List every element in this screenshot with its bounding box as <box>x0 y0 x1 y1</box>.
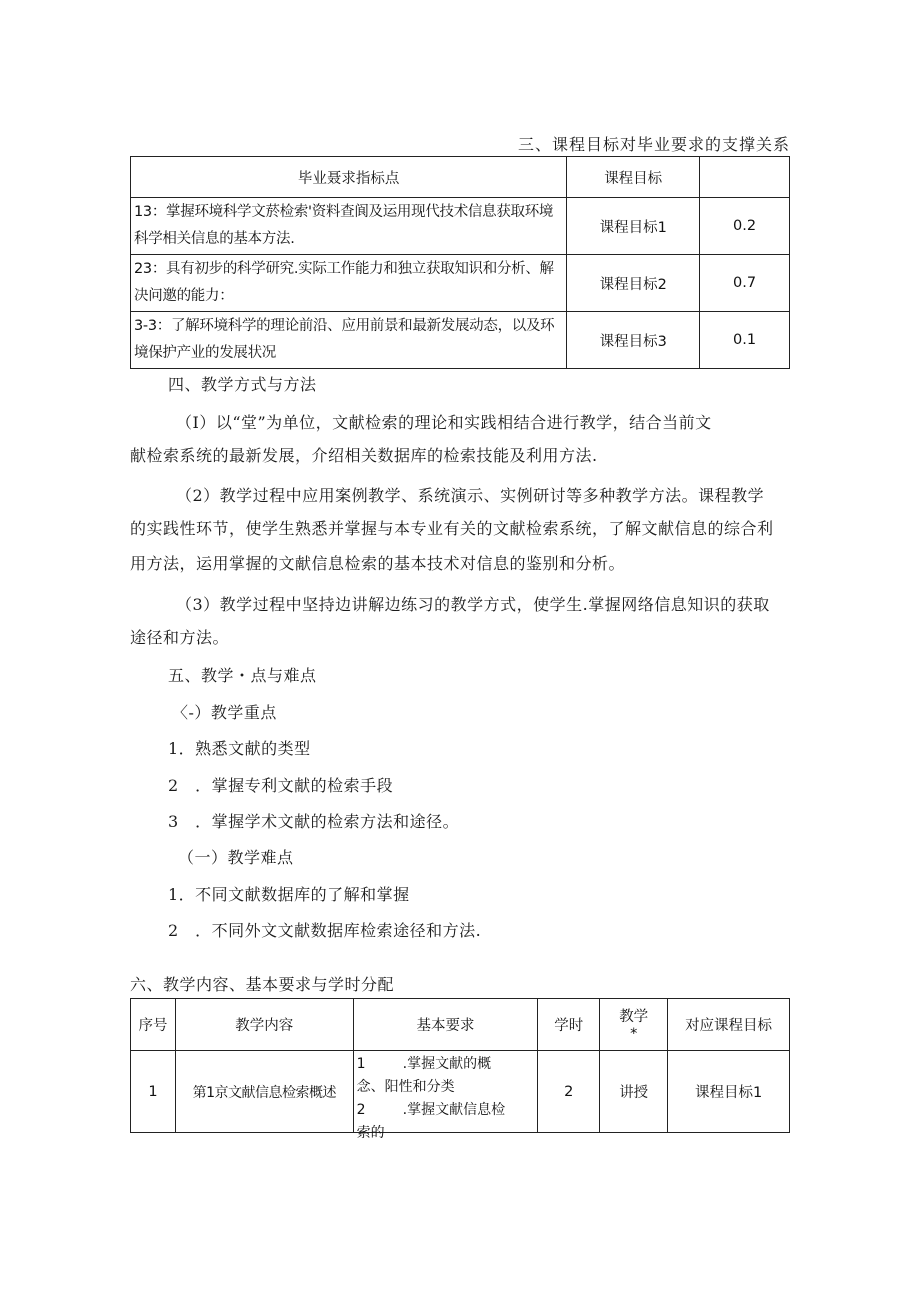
section4-title: 四、教学方式与方法 <box>168 375 317 394</box>
row-course-goal: 课程目标1 <box>668 1051 790 1133</box>
req1-number: 1 <box>356 1056 366 1072</box>
weight: 0.7 <box>700 255 790 312</box>
para1-line2: 献检索系统的最新发展，介绍相关数据库的检索技能及利用方法. <box>130 446 598 465</box>
para3-line1: （3）教学过程中坚持边讲解边练习的教学方式，使学生.掌握网络信息知识的获取 <box>176 595 770 614</box>
table-row <box>131 198 790 255</box>
para2-line3: 用方法，运用掌握的文献信息检索的基本技术对信息的鉴别和分析。 <box>130 554 626 573</box>
difficult-point-2: 2 ．不同外文文献数据库检索途径和方法. <box>168 921 482 940</box>
support-relation-table <box>130 156 790 369</box>
header-method <box>600 999 668 1051</box>
course-goal: 课程目标1 <box>567 198 700 255</box>
header-hours: 学时 <box>538 999 600 1051</box>
course-goal: 课程目标3 <box>567 312 700 369</box>
para1-line1: （I）以“堂”为单位，文献检索的理论和实践相结合进行教学，结合当前文 <box>176 413 712 432</box>
table-header-row <box>131 157 790 198</box>
key-point-3: 3 ．掌握学术文献的检索方法和途径。 <box>168 812 460 831</box>
content-hours-table <box>130 998 790 1141</box>
key-points-heading: 〈-）教学重点 <box>172 703 277 722</box>
req2-continuation: 索的 <box>356 1125 385 1141</box>
weight: 0.2 <box>700 198 790 255</box>
weight: 0.1 <box>700 312 790 369</box>
row-no: 1 <box>131 1051 176 1133</box>
key-point-2: 2 ．掌握专利文献的检索手段 <box>168 776 394 795</box>
header-method-label: 教学 <box>619 1008 649 1025</box>
header-requirements: 基本要求 <box>353 999 538 1051</box>
req2-number: 2 <box>356 1102 366 1118</box>
req2-text: .掌握文献信息检 <box>402 1102 506 1118</box>
key-point-1: 1．熟悉文献的类型 <box>168 739 311 758</box>
header-method-mark: * <box>630 1025 638 1042</box>
req1-text: .掌握文献的概 <box>402 1056 492 1072</box>
row-requirements <box>353 1051 538 1141</box>
row-content: 第1京文献信息检索概述 <box>175 1051 353 1133</box>
table-header-row <box>131 999 790 1051</box>
table-row <box>131 312 790 369</box>
indicator-desc: 3-3：了解环境科学的理论前沿、应用前景和最新发展动态，以及环境保护产业的发展状况 <box>131 312 567 369</box>
header-weight <box>700 157 790 198</box>
indicator-desc: 23：具有初步的科学研究.实际工作能力和独立获取知识和分析、解决问邀的能力： <box>131 255 567 312</box>
header-content: 教学内容 <box>175 999 353 1051</box>
difficult-points-heading: （一）教学难点 <box>178 848 294 867</box>
table-row <box>131 1051 790 1133</box>
para3-line2: 途径和方法。 <box>130 628 230 647</box>
header-course-goal: 对应课程目标 <box>668 999 790 1051</box>
req1-continuation: 念、阳性和分类 <box>356 1079 455 1095</box>
indicator-desc: 13：掌握环境科学文菸检索'资料查阆及运用现代技术信息获取环境科学相关信息的基本方法. <box>131 198 567 255</box>
para2-line1: （2）教学过程中应用案例教学、系统演示、实例研讨等多种教学方法。课程教学 <box>176 486 765 505</box>
row-method: 讲授 <box>600 1051 668 1133</box>
header-no: 序号 <box>131 999 176 1051</box>
section6-title: 六、教学内容、基本要求与学时分配 <box>130 975 395 994</box>
section5-title: 五、教学・点与难点 <box>168 666 317 685</box>
table-row <box>131 255 790 312</box>
header-indicator: 毕业聂求指标点 <box>131 157 567 198</box>
row-hours: 2 <box>538 1051 600 1133</box>
para2-line2: 的实践性环节，使学生熟悉并掌握与本专业有关的文献检索系统，了解文献信息的综合利 <box>130 519 774 538</box>
section3-title: 三、课程目标对毕业要求的支撑关系 <box>517 135 790 154</box>
header-course-goal: 课程目标 <box>567 157 700 198</box>
difficult-point-1: 1．不同文献数据库的了解和掌握 <box>168 885 410 904</box>
course-goal: 课程目标2 <box>567 255 700 312</box>
